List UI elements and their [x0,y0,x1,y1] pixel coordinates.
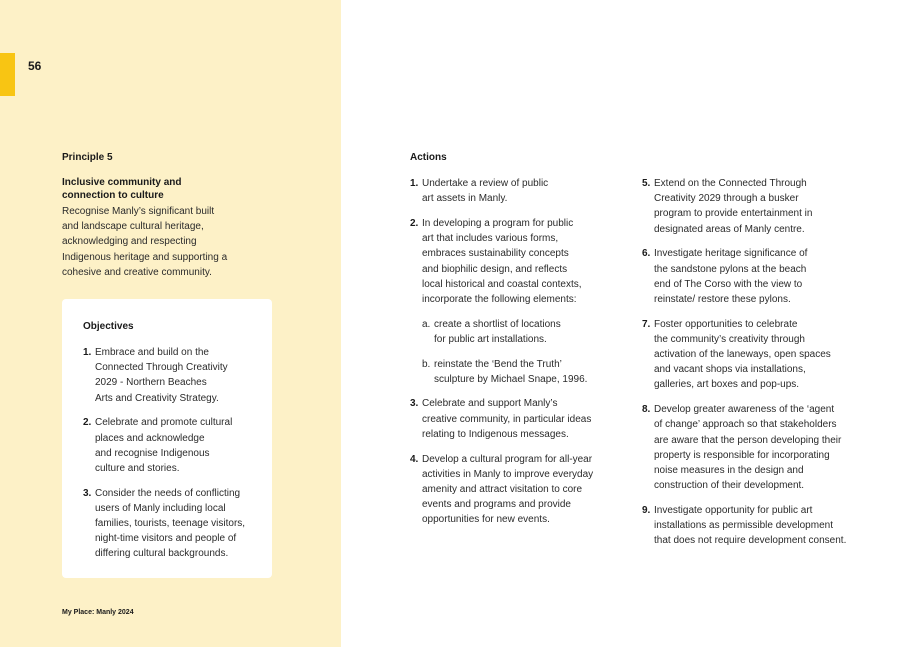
item-number: 2. [83,417,92,429]
item-line: Consider the needs of conflicting [95,487,241,499]
sub-list [422,317,610,387]
item-number: 4. [410,453,419,465]
item-text [654,503,862,549]
objective-item [83,486,263,562]
item-line: end of The Corso with the view to [654,278,803,290]
item-line: users of Manly including local [95,502,226,514]
item-line: Connected Through Creativity [95,362,228,374]
action-item [642,317,862,393]
item-line: In developing a program for public [422,217,574,229]
item-line: 2029 - Northern Beaches [95,377,207,389]
principle-description [62,204,252,280]
item-line: art that includes various forms, [422,233,559,245]
page-tab-marker [0,53,15,96]
item-number: 2. [410,217,419,229]
item-line: Investigate opportunity for public art [654,504,813,516]
title-line: Inclusive community and [62,177,182,188]
footer-publication: My Place: Manly 2024 [62,609,134,616]
item-number: 7. [642,318,651,330]
actions-heading: Actions [410,152,447,163]
objective-item [83,345,263,406]
objectives-card [62,299,272,578]
item-line: Creativity 2029 through a busker [654,193,799,205]
item-line: reinstate the ‘Bend the Truth’ [434,358,562,370]
item-line: incorporate the following elements: [422,293,577,305]
actions-column-2 [642,176,862,558]
desc-line: acknowledging and respecting [62,236,197,248]
item-line: activities in Manly to improve everyday [422,468,594,480]
item-line: the sandstone pylons at the beach [654,263,807,275]
action-item [410,216,610,387]
action-item [410,176,610,206]
item-line: designated areas of Manly centre. [654,223,805,235]
item-line: and biophilic design, and reflects [422,263,568,275]
item-line: differing cultural backgrounds. [95,548,229,560]
actions-column-1 [410,176,610,537]
action-item [410,396,610,442]
item-number: 9. [642,504,651,516]
item-line: Embrace and build on the [95,347,209,358]
item-line: Develop a cultural program for all-year [422,453,593,465]
item-line: night-time visitors and people of [95,533,237,545]
sub-item-letter: a. [422,318,431,330]
desc-line: and landscape cultural heritage, [62,221,204,233]
item-line: and recognise Indigenous [95,447,210,459]
action-item [642,402,862,493]
item-text [95,486,263,562]
item-line: construction of their development. [654,480,805,492]
item-line: creative community, in particular ideas [422,413,592,425]
item-line: amenity and attract visitation to core [422,483,583,495]
item-line: the community’s creativity through [654,333,805,345]
item-text [422,216,610,387]
item-line: of change’ approach so that stakeholders [654,419,837,431]
action-item [642,246,862,307]
item-line: places and acknowledge [95,432,205,444]
desc-line: Recognise Manly’s significant built [62,206,215,217]
principle-label: Principle 5 [62,152,113,163]
item-line: and vacant shops via installations, [654,364,806,376]
item-number: 3. [410,398,419,410]
item-line: reinstate/ restore these pylons. [654,293,791,305]
item-line: galleries, art boxes and pop-ups. [654,379,800,391]
desc-line: Indigenous heritage and supporting a [62,251,228,263]
item-line: Arts and Creativity Strategy. [95,392,219,404]
sub-item [422,357,610,387]
item-line: Undertake a review of public [422,178,549,189]
item-line: Investigate heritage significance of [654,248,808,260]
desc-line: cohesive and creative community. [62,266,212,278]
sub-item [422,317,610,347]
item-line: Extend on the Connected Through [654,178,807,189]
action-item [642,503,862,549]
item-line: create a shortlist of locations [434,318,561,330]
item-line: for public art installations. [434,333,547,345]
item-line: sculpture by Michael Snape, 1996. [434,373,588,385]
item-text [654,402,862,493]
item-line: events and programs and provide [422,499,571,511]
item-text [95,345,263,406]
item-number: 8. [642,404,651,416]
objectives-heading: Objectives [83,321,134,332]
item-text [654,246,862,307]
page-number: 56 [28,59,42,73]
item-line: families, tourists, teenage visitors, [95,518,246,530]
item-line: relating to Indigenous messages. [422,428,569,440]
sub-item-text [434,317,610,347]
item-line: Develop greater awareness of the ‘agent [654,404,835,416]
action-item [642,176,862,237]
item-line: activation of the laneways, open spaces [654,349,831,361]
item-line: art assets in Manly. [422,193,508,205]
item-text [422,452,610,528]
item-line: are aware that the person developing their [654,434,842,446]
item-line: installations as permissible development [654,520,833,532]
action-item [410,452,610,528]
item-line: Foster opportunities to celebrate [654,318,798,330]
sub-item-text [434,357,610,387]
item-line: that does not require development consent. [654,535,847,547]
item-text [95,415,263,476]
item-line: Celebrate and support Manly’s [422,398,558,410]
item-number: 1. [410,178,419,189]
item-line: local historical and coastal contexts, [422,278,582,290]
item-number: 1. [83,347,92,358]
item-text [654,317,862,393]
item-line: culture and stories. [95,462,180,474]
title-line: connection to culture [62,190,164,201]
objectives-list [83,345,263,571]
item-text [422,396,610,442]
item-line: noise measures in the design and [654,464,804,476]
item-number: 6. [642,248,651,260]
item-number: 3. [83,487,92,499]
item-text [654,176,862,237]
principle-title [62,176,262,202]
item-number: 5. [642,178,651,189]
sub-item-letter: b. [422,358,431,370]
item-line: Celebrate and promote cultural [95,417,233,429]
item-line: property is responsible for incorporating [654,449,830,461]
item-line: program to provide entertainment in [654,208,813,220]
item-line: embraces sustainability concepts [422,248,569,260]
item-line: opportunities for new events. [422,514,550,526]
objective-item [83,415,263,476]
item-text [422,176,610,206]
